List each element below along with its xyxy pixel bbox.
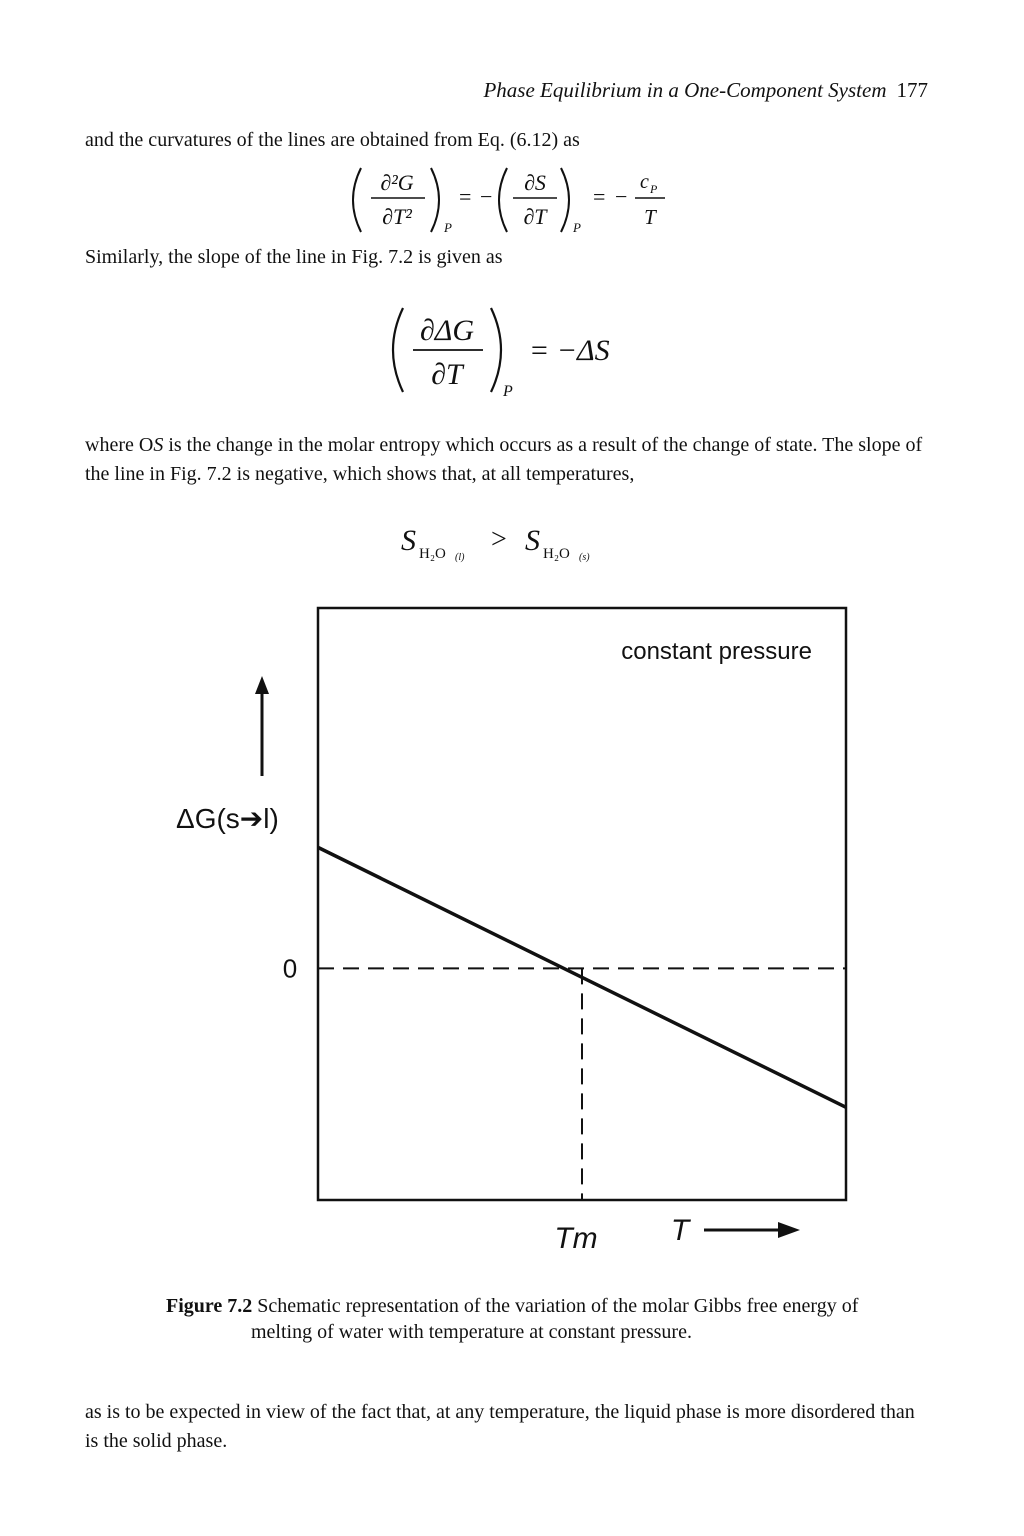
figure-caption-text: Schematic representation of the variation of the molar Gibbs free energy of melting of water with temperature at constant pressure. bbox=[251, 1295, 859, 1343]
x-axis-arrow-head-icon bbox=[778, 1222, 800, 1238]
eq3-lhs-sub: H₂O bbox=[419, 546, 446, 562]
equation-slope bbox=[0, 304, 1024, 400]
paragraph-3 bbox=[85, 431, 925, 489]
paragraph-3-symbol: S bbox=[153, 434, 164, 456]
eq1-den2: ∂T bbox=[523, 204, 547, 229]
eq1-equals-1: = bbox=[459, 184, 472, 209]
eq3-rhs-phase: (s) bbox=[579, 552, 590, 563]
eq3-lhs: S bbox=[401, 524, 416, 557]
page-number: 177 bbox=[896, 78, 928, 102]
eq1-num2: ∂S bbox=[524, 170, 546, 195]
eq2-sub: P bbox=[503, 383, 513, 400]
eq1-num3-sub: P bbox=[650, 182, 658, 196]
paragraph-3-a: where O bbox=[85, 434, 154, 456]
figure-7-2-chart bbox=[0, 590, 1024, 1270]
eq1-equals-2: = bbox=[593, 184, 606, 209]
eq1-sub2: P bbox=[573, 220, 581, 235]
eq2-num: ∂ΔG bbox=[419, 314, 475, 347]
paragraph-3-c: is the change in the molar entropy which occurs as a result of the change of state. The slope of the line in Fig. 7.2 is negative, which shows that, at all temperatures, bbox=[85, 434, 923, 485]
eq1-sub1: P bbox=[444, 220, 452, 235]
eq3-lhs-phase: (l) bbox=[455, 552, 465, 563]
y-axis-arrow-head-icon bbox=[255, 676, 269, 694]
eq1-num1: ∂²G bbox=[380, 170, 414, 195]
running-header bbox=[483, 78, 928, 103]
paragraph-1: and the curvatures of the lines are obtained from Eq. (6.12) as bbox=[85, 129, 580, 151]
eq1-den3: T bbox=[644, 205, 656, 229]
y-axis-label: ΔG(s➔l) bbox=[176, 803, 279, 834]
figure-caption bbox=[166, 1293, 911, 1345]
figure-caption-label: Figure 7.2 bbox=[166, 1295, 253, 1317]
x-tick-label-tm: Tm bbox=[554, 1222, 598, 1255]
delta-g-series-line bbox=[318, 847, 846, 1107]
equation-entropy-comparison bbox=[0, 520, 1024, 568]
eq3-rhs: S bbox=[525, 524, 540, 557]
constant-pressure-annotation: constant pressure bbox=[621, 638, 812, 665]
eq1-num3: c bbox=[640, 171, 649, 193]
plot-frame bbox=[318, 608, 846, 1200]
y-tick-label-0: 0 bbox=[282, 953, 298, 984]
eq2-den: ∂T bbox=[431, 358, 463, 391]
x-axis-label: T bbox=[670, 1214, 690, 1247]
eq2-rhs: = −ΔS bbox=[529, 334, 610, 367]
paragraph-2: Similarly, the slope of the line in Fig. 7.2 is given as bbox=[85, 246, 503, 268]
paragraph-4: as is to be expected in view of the fact that, at any temperature, the liquid phase is more disordered than is the solid phase. bbox=[85, 1401, 915, 1452]
eq3-op: > bbox=[491, 524, 507, 555]
eq1-minus-2: − bbox=[615, 184, 628, 209]
eq3-rhs-sub: H₂O bbox=[543, 546, 570, 562]
eq1-minus-1: − bbox=[480, 184, 493, 209]
eq1-den1: ∂T² bbox=[382, 204, 412, 229]
running-title: Phase Equilibrium in a One-Component System bbox=[483, 78, 887, 102]
equation-curvature bbox=[0, 164, 1024, 236]
